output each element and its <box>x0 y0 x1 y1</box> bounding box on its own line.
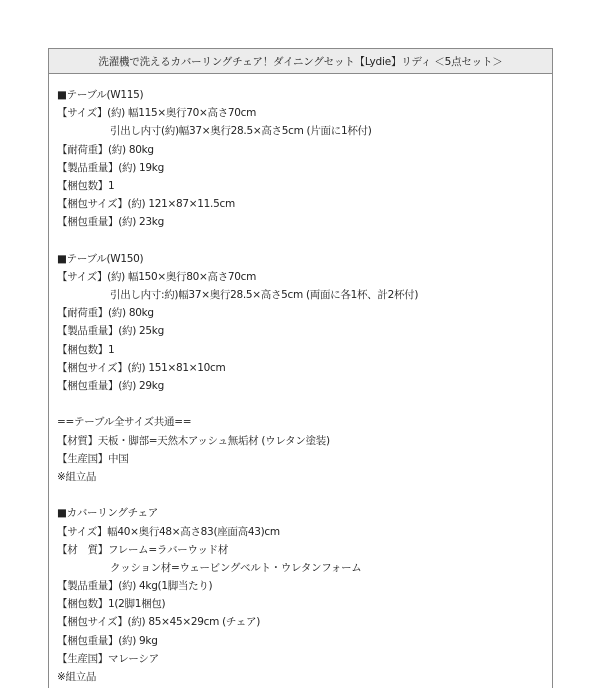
spec-line: クッション材=ウェービングベルト・ウレタンフォーム <box>110 561 362 574</box>
spec-line: 【製品重量】(約) 25kg <box>57 325 164 338</box>
spec-line: ■カバーリングチェア <box>57 507 158 520</box>
spec-line: 引出し内寸(約)幅37×奥行28.5×高さ5cm (片面に1杯付) <box>110 125 372 138</box>
spec-line: ■テーブル(W115) <box>57 89 144 101</box>
spec-line: 【耐荷重】(約) 80kg <box>57 307 154 320</box>
spec-line: 【サイズ】幅40×奥行48×高さ83(座面高43)cm <box>57 525 280 538</box>
spec-line: 【サイズ】(約) 幅115×奥行70×高さ70cm <box>57 107 257 120</box>
spec-line: ■テーブル(W150) <box>57 252 144 265</box>
spec-line: 【生産国】中国 <box>57 452 129 465</box>
spec-line: 【サイズ】(約) 幅150×奥行80×高さ70cm <box>57 270 257 283</box>
section-gap <box>57 232 552 250</box>
spec-line: 【梱包重量】(約) 23kg <box>57 216 164 229</box>
spec-line: 【梱包重量】(約) 9kg <box>57 634 158 647</box>
spec-line: 【梱包重量】(約) 29kg <box>57 380 164 392</box>
spec-line: 【梱包数】1(2脚1梱包) <box>57 598 166 611</box>
spec-line: 【耐荷重】(約) 80kg <box>57 143 154 156</box>
spec-line: ※組立品 <box>57 671 97 683</box>
spec-line: 【梱包数】1 <box>57 343 115 356</box>
spec-table <box>48 48 553 688</box>
spec-line: 【材 質】フレーム=ラバーウッド材 <box>57 543 229 556</box>
spec-line: ==テーブル全サイズ共通== <box>57 416 192 429</box>
spec-line: 【材質】天板・脚部=天然木アッシュ無垢材 (ウレタン塗装) <box>57 434 330 447</box>
spec-line: 【梱包サイズ】(約) 151×81×10cm <box>57 361 226 374</box>
spec-body <box>49 74 552 686</box>
spec-line: 引出し内寸:約)幅37×奥行28.5×高さ5cm (両面に各1杯、計2杯付) <box>110 289 419 302</box>
section-gap <box>57 486 552 504</box>
spec-title: 洗濯機で洗えるカバーリングチェア！ダイニングセット【Lydie】リディ ＜5点セット＞ <box>49 49 552 74</box>
spec-line: 【製品重量】(約) 19kg <box>57 161 164 174</box>
spec-line: 【梱包数】1 <box>57 179 115 192</box>
spec-line: ※組立品 <box>57 470 97 483</box>
spec-line: 【生産国】マレーシア <box>57 652 159 665</box>
section-gap <box>57 395 552 413</box>
spec-line: 【梱包サイズ】(約) 121×87×11.5cm <box>57 198 235 211</box>
spec-line: 【製品重量】(約) 4kg(1脚当たり) <box>57 580 213 593</box>
spec-line: 【梱包サイズ】(約) 85×45×29cm (チェア) <box>57 616 260 629</box>
